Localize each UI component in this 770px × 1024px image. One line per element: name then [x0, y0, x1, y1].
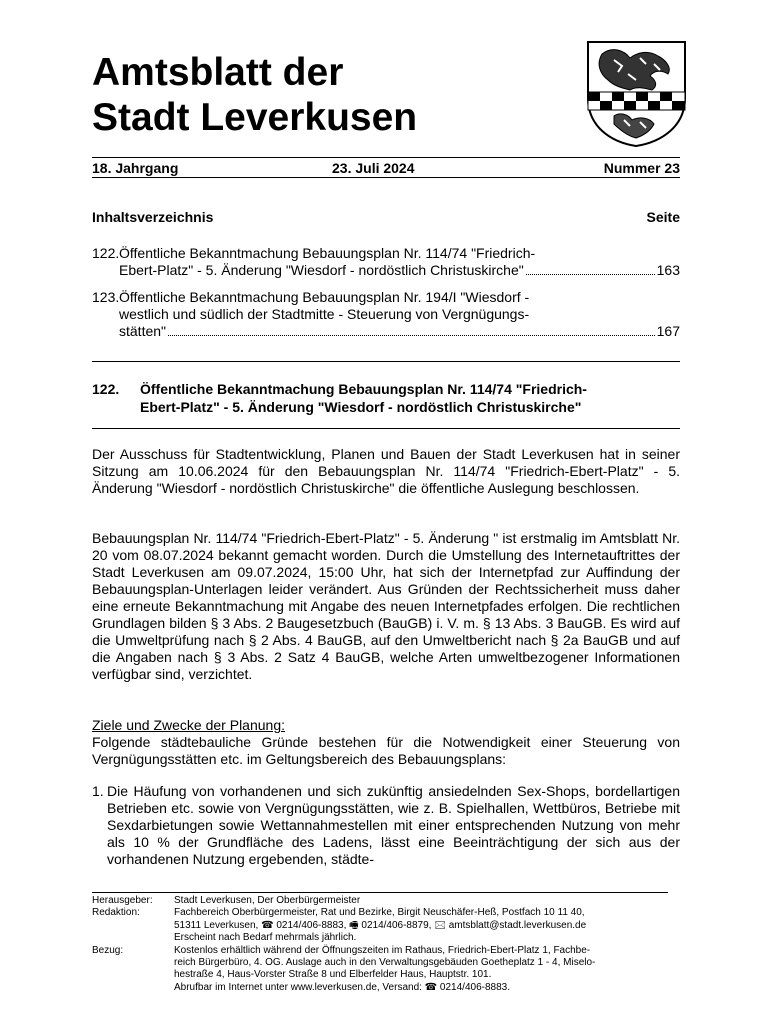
ziele-heading: Ziele und Zwecke der Planung:: [92, 717, 285, 733]
toc-entry-number: 123.: [92, 289, 120, 305]
paragraph: Der Ausschuss für Stadtentwicklung, Planen und Bauen der Stadt Leverkusen hat in seiner Sitzung am 10.06.2024 für den Bebauungsplan Nr. 114/74 "Friedrich-Ebert-Platz" - 5. Änderung "Wiesdorf - nordöstlich Christuskirche" die öffentliche Auslegung beschlossen.: [92, 446, 680, 496]
list-item-number: 1.: [92, 783, 104, 799]
footer-label: Redaktion:: [92, 907, 140, 919]
document-title: [92, 50, 417, 140]
toc-entry-line: stätten": [119, 323, 166, 339]
imprint-footer: [92, 895, 668, 994]
footer-value: Erscheint nach Bedarf mehrmals jährlich.: [174, 932, 357, 944]
divider: [92, 428, 680, 429]
list-item: [92, 783, 680, 868]
footer-value: 51311 Leverkusen, ☎ 0214/406-8883, 🖷 0214/406-8879, 🖂 amtsblatt@stadt.leverkusen.de: [174, 919, 587, 931]
ziele-text: Folgende städtebauliche Gründe bestehen für die Notwendigkeit einer Steuerung von Vergnügungsstätten etc. im Geltungsbereich des Bebauungsplans:: [92, 734, 680, 767]
toc-entry-line: Öffentliche Bekanntmachung Bebauungsplan Nr. 114/74 "Friedrich-: [119, 245, 536, 261]
issue-date: 23. Juli 2024: [332, 160, 415, 176]
toc-title: Inhaltsverzeichnis: [92, 209, 214, 225]
section-title-line: Ebert-Platz" - 5. Änderung "Wiesdorf - nordöstlich Christuskirche": [140, 399, 582, 415]
footer-divider: [92, 892, 668, 893]
toc-entry-number: 122.: [92, 245, 120, 261]
divider: [92, 361, 680, 362]
toc-entry-line: Öffentliche Bekanntmachung Bebauungsplan Nr. 194/I "Wiesdorf -: [119, 289, 530, 305]
toc-page-heading: Seite: [646, 209, 680, 225]
toc-entry-line: westlich und südlich der Stadtmitte - Steuerung von Vergnügungs-: [119, 306, 530, 322]
toc-heading: [92, 209, 680, 225]
footer-value: reich Bürgerbüro, 4. OG. Auslage auch in den Verwaltungsgebäuden Goetheplatz 1 - 4, Miselo-: [174, 957, 596, 969]
dot-leader: [526, 273, 655, 275]
ziele-block: [92, 717, 680, 768]
section-title-line: Öffentliche Bekanntmachung Bebauungsplan Nr. 114/74 "Friedrich-: [140, 381, 587, 397]
footer-label: Herausgeber:: [92, 895, 153, 906]
coat-of-arms-icon: [584, 40, 689, 148]
section-number: 122.: [92, 381, 120, 397]
footer-value: Stadt Leverkusen, Der Oberbürgermeister: [174, 895, 361, 906]
dot-leader: [168, 334, 655, 336]
footer-label: Bezug:: [92, 944, 124, 956]
issue-year: 18. Jahrgang: [92, 160, 179, 176]
footer-value: Fachbereich Oberbürgermeister, Rat und Bezirke, Birgit Neuschäfer-Heß, Postfach 10 11 40,: [174, 907, 585, 919]
paragraph: Bebauungsplan Nr. 114/74 "Friedrich-Ebert-Platz" - 5. Änderung " ist erstmalig im Amtsblatt Nr. 20 vom 08.07.2024 bekannt gemacht worden. Durch die Umstellung des Internetauftrittes der Stadt Leverkusen am 09.07.2024, 15:00 Uhr, hat sich der Internetpfad zur Auffindung der Bebauungsplan-Unterlagen leider verändert. Aus Gründen der Rechtssicherheit muss daher eine erneute Bekanntmachung mit Angabe des neuen Internetpfades erfolgen. Die rechtlichen Grundlagen bilden § 3 Abs. 2 Baugesetzbuch (BauGB) i. V. m. § 13 Abs. 3 BauGB. Es wird auf die Umweltprüfung nach § 2 Abs. 4 BauGB, auf den Umweltbericht nach § 2a BauGB und auf die Angaben nach § 3 Abs. 2 Satz 4 BauGB, welche Arten umweltbezogener Informationen verfügbar sind, verzichtet.: [92, 530, 680, 682]
toc-entry-page: 163: [656, 262, 680, 278]
issue-info-bar: [92, 157, 680, 178]
toc-entry-line: Ebert-Platz" - 5. Änderung "Wiesdorf - nordöstlich Christuskirche": [119, 262, 524, 278]
section-heading: [92, 380, 680, 416]
toc-entry: [92, 289, 680, 340]
footer-value: Kostenlos erhältlich während der Öffnungszeiten im Rathaus, Friedrich-Ebert-Platz 1, Fachbe-: [174, 944, 591, 956]
toc-entry-page: 167: [656, 323, 680, 339]
toc-entry: [92, 245, 680, 279]
issue-number: Nummer 23: [603, 160, 680, 176]
title-line-2: Stadt Leverkusen: [92, 96, 418, 139]
list-item-text: Die Häufung von vorhandenen und sich zukünftig ansiedelnden Sex-Shops, bordellartigen Betrieben etc. sowie von Vergnügungsstätten, wie z. B. Spielhallen, Wettbüros, Betriebe mit Sexdarbietungen sowie Wettannahmestellen mit einer entsprechenden Nutzung von mehr als 10 % der Grundfläche des Ladens, lässt eine Beeinträchtigung der sich aus der vorhandenen Nutzung ergebenden, städte-: [107, 783, 680, 867]
footer-value: Abrufbar im Internet unter www.leverkusen.de, Versand: ☎ 0214/406-8883.: [174, 981, 510, 993]
title-line-1: Amtsblatt der: [92, 51, 344, 94]
footer-value: hestraße 4, Haus-Vorster Straße 8 und Elberfelder Haus, Hauptstr. 101.: [174, 969, 492, 981]
